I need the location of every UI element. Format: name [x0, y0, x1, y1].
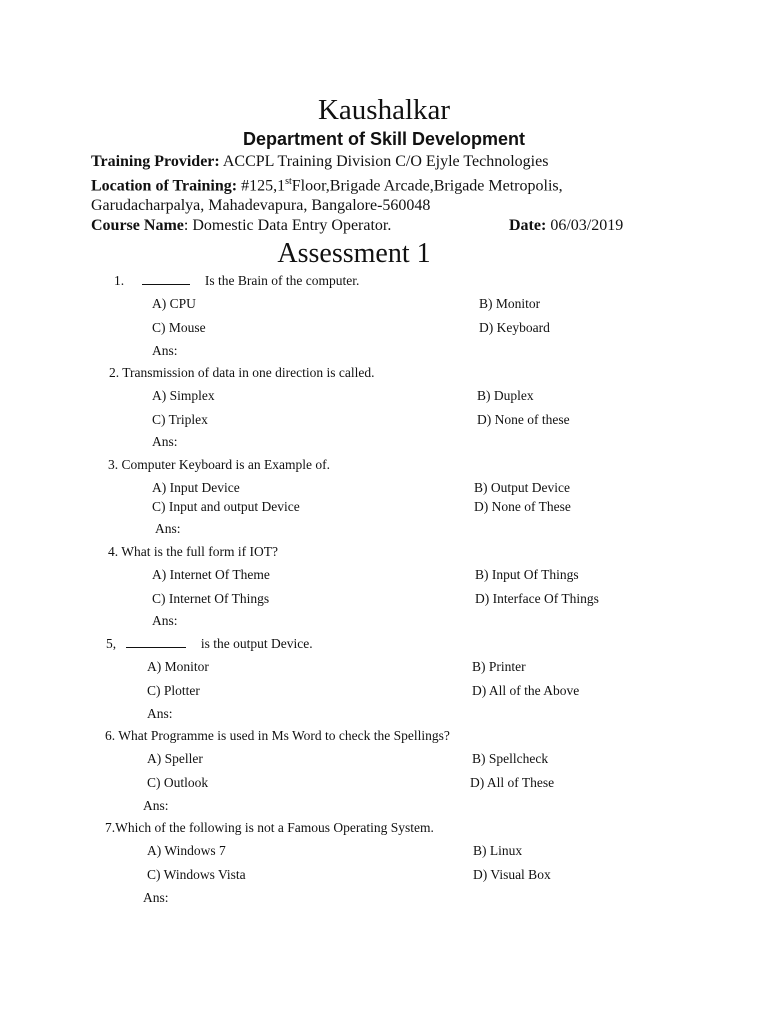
course-line [91, 217, 391, 235]
location-sup: st [285, 176, 292, 187]
question-1-text: Is the Brain of the computer. [204, 273, 360, 288]
training-provider-label: Training Provider: [91, 153, 220, 170]
department-subtitle: Department of Skill Development [242, 129, 526, 149]
question-3: 3. Computer Keyboard is an Example of. [108, 457, 330, 472]
option-a: A) Simplex [152, 388, 215, 403]
question-4: 4. What is the full form if IOT? [108, 544, 278, 559]
date-line [509, 217, 623, 235]
question-7: 7.Which of the following is not a Famous Operating System. [105, 820, 434, 835]
option-c: C) Plotter [147, 683, 200, 698]
option-b: B) Duplex [477, 388, 534, 403]
option-c: C) Input and output Device [152, 499, 300, 514]
option-b: B) Spellcheck [472, 751, 549, 766]
option-c: C) Windows Vista [147, 867, 246, 882]
answer-label: Ans: [152, 434, 178, 449]
date-value: 06/03/2019 [550, 217, 624, 234]
answer-label: Ans: [147, 706, 173, 721]
assessment-title: Assessment 1 [277, 238, 431, 269]
option-b: B) Linux [473, 843, 523, 858]
answer-label: Ans: [152, 343, 178, 358]
question-1-number: 1. [114, 273, 125, 288]
answer-blank [126, 637, 186, 648]
option-b: B) Monitor [479, 296, 541, 311]
document-title: Kaushalkar [317, 94, 451, 126]
option-a: A) CPU [152, 296, 196, 311]
answer-label: Ans: [152, 613, 178, 628]
question-6: 6. What Programme is used in Ms Word to check the Spellings? [105, 728, 450, 743]
course-label: Course Name [91, 217, 184, 234]
option-d: D) Keyboard [479, 320, 550, 335]
option-b: B) Input Of Things [475, 567, 579, 582]
option-a: A) Speller [147, 751, 203, 766]
location-value-b: Floor,Brigade Arcade,Brigade Metropolis, [291, 177, 563, 195]
question-5-number: 5, [106, 636, 117, 651]
question-2: 2. Transmission of data in one direction is called. [109, 365, 375, 380]
course-value: : Domestic Data Entry Operator. [183, 217, 392, 234]
date-label: Date: [509, 217, 547, 234]
option-a: A) Internet Of Theme [152, 567, 270, 582]
option-d: D) None of These [474, 499, 571, 514]
option-d: D) All of the Above [472, 683, 580, 698]
answer-label: Ans: [143, 890, 169, 905]
question-5-text: is the output Device. [200, 636, 313, 651]
option-c: C) Internet Of Things [152, 591, 270, 606]
option-a: A) Input Device [152, 480, 240, 495]
option-a: A) Windows 7 [147, 843, 226, 858]
option-c: C) Outlook [147, 775, 209, 790]
option-c: C) Triplex [152, 412, 208, 427]
training-provider-line [91, 153, 548, 171]
option-b: B) Printer [472, 659, 526, 674]
option-b: B) Output Device [474, 480, 570, 495]
option-d: D) None of these [477, 412, 570, 427]
answer-label: Ans: [155, 521, 181, 536]
option-d: D) Interface Of Things [475, 591, 599, 606]
answer-blank [142, 274, 190, 285]
location-label: Location of Training: [91, 177, 238, 195]
location-value-a: #125,1 [241, 177, 286, 195]
location-line [91, 176, 563, 195]
option-d: D) Visual Box [473, 867, 551, 882]
answer-label: Ans: [143, 798, 169, 813]
training-provider-value: ACCPL Training Division C/O Ejyle Technologies [222, 153, 549, 170]
option-d: D) All of These [470, 775, 555, 790]
question-1 [114, 273, 359, 289]
question-5 [106, 636, 313, 652]
location-line-2: Garudacharpalya, Mahadevapura, Bangalore-560048 [91, 197, 431, 214]
option-c: C) Mouse [152, 320, 206, 335]
option-a: A) Monitor [147, 659, 209, 674]
